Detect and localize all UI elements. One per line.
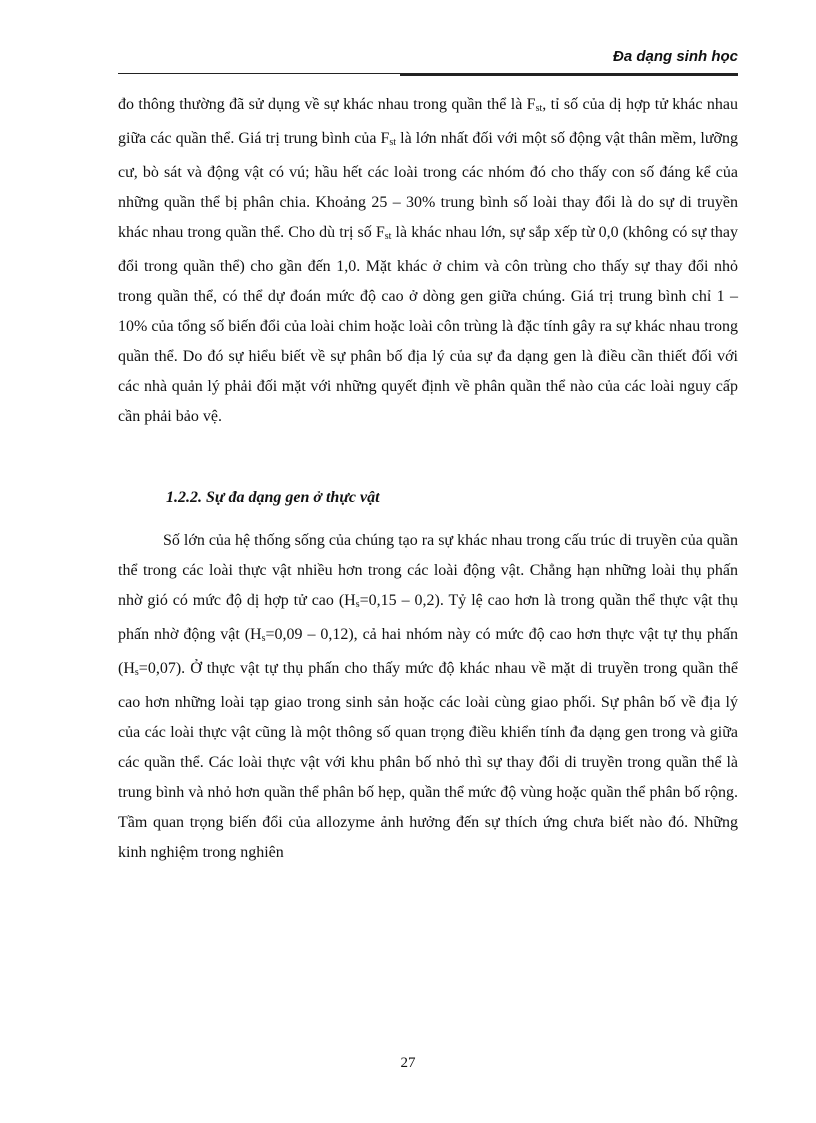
header-rule-thick [400, 74, 738, 76]
subscript-st: st [389, 137, 397, 148]
subscript-s: s [355, 599, 360, 610]
paragraph-fst-continuation: đo thông thường đã sử dụng về sự khác nhau trong quần thể là $F_{st}$, tỉ số của dị hợp tử khác nhau giữa các quần thể. Giá trị trung bình của $F_{st}$ là lớn nhất đối với một số động vật thân mềm, lưỡng cư, bò sát và động vật có vú; hầu hết các loài trong các nhóm đó cho thấy con số đáng kể của những quần thể bị phân chia. Khoảng 25 – 30% trung bình số loài thay đổi là do sự di truyền khác nhau trong quần thể. Cho dù trị số $F_{st}$ là khác nhau lớn, sự sắp xếp từ 0,0 (không có sự thay đổi trong quần thể) cho gần đến 1,0. Mặt khác ở chim và côn trùng cho thấy sự thay đổi nhỏ trong quần thể, có thể dự đoán mức độ cao ở dòng gen giữa chúng. Giá trị trung bình chỉ 1 – 10% của tổng số biến đổi của loài chim hoặc loài côn trùng là đặc tính gây ra sự khác nhau trong quần thể. Do đó sự hiểu biết về sự phân bố địa lý của sự đa dạng gen là điều cần thiết đối với các nhà quản lý phải đối mặt với những quyết định về phân quần thể nào của các loài nguy cấp cần phải bảo vệ. [118, 96, 738, 425]
subscript-st: st [384, 231, 392, 242]
subscript-st: st [535, 103, 543, 114]
running-header: Đa dạng sinh học [612, 48, 738, 65]
page-body [118, 90, 738, 868]
paragraph-plant-genetic-diversity: Số lớn của hệ thống sống của chúng tạo ra sự khác nhau trong cấu trúc di truyền của quần thể trong các loài thực vật nhiều hơn trong các loài động vật. Chẳng hạn những loài thụ phấn nhờ gió có mức độ dị hợp tử cao $(H_s=0,15 - 0,2)$. Tỷ lệ cao hơn là trong quần thể thực vật thụ phấn nhờ động vật $(H_s=0,09 - 0,12)$, cả hai nhóm này có mức độ cao hơn thực vật tự thụ phấn $(H_s=0,07)$. Ở thực vật tự thụ phấn cho thấy mức độ khác nhau về mặt di truyền trong quần thể cao hơn những loài tạp giao trong sinh sản hoặc các loài cùng giao phối. Sự phân bố về địa lý của các loài thực vật cũng là một thông số quan trọng điều khiển tính đa dạng gen trong và giữa các quần thể. Các loài thực vật với khu phân bố nhỏ thì sự thay đổi di truyền trong quần thể là trung bình và nhỏ hơn quần thể phân bố hẹp, quần thể mức độ vùng hoặc quần thể phân bố rộng. Tầm quan trọng biến đổi của allozyme ảnh hưởng đến sự thích ứng chưa biết nào đó. Những kinh nghiệm trong nghiên [118, 532, 739, 861]
page-number: 27 [400, 1055, 416, 1071]
subscript-s: s [134, 667, 139, 678]
section-heading: 1.2.2. Sự đa dạng gen ở thực vật [166, 489, 380, 506]
subscript-s: s [261, 633, 266, 644]
